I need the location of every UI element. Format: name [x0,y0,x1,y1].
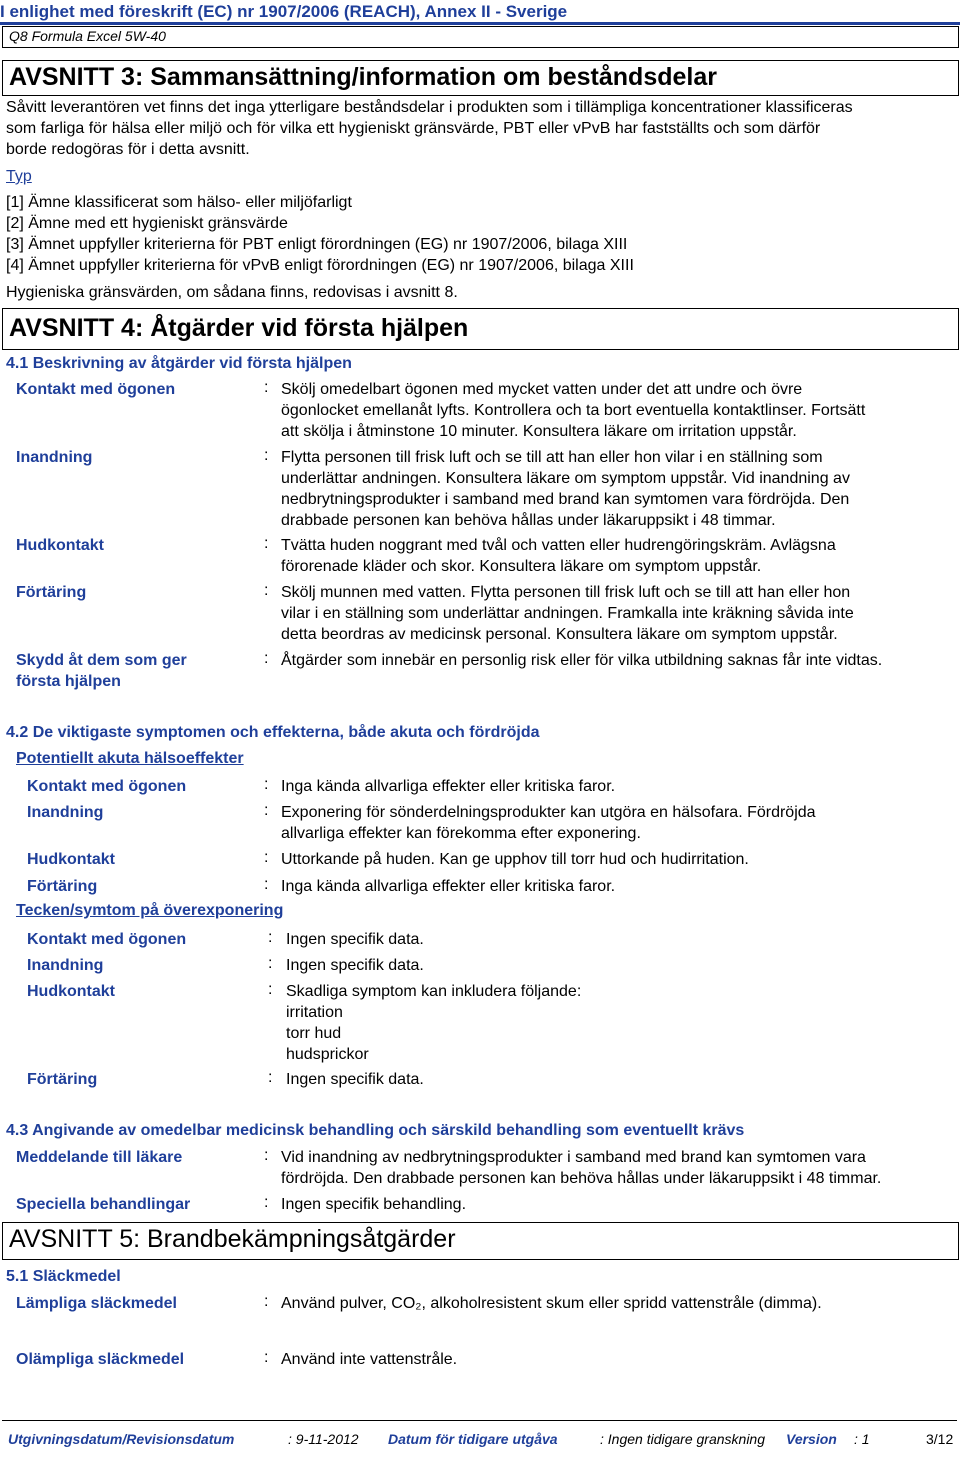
colon: : [264,849,269,866]
colon: : [268,955,273,972]
subsection-4-2: 4.2 De viktigaste symptomen och effekterna, både akuta och fördröjda [6,724,540,741]
s3-intro-line: Såvitt leverantören vet finns det inga ytterligare beståndsdelar i produkten som i tillämpliga koncentrationer klassificeras [6,99,853,116]
type-item: [1] Ämne klassificerat som hälso- eller miljöfarligt [6,194,352,211]
colon: : [264,802,269,819]
symptom-inhalation [286,955,960,976]
section-4-heading [2,308,959,350]
label-first-aider-protection [16,650,187,692]
label-skin-contact: Hudkontakt [16,537,104,554]
label-ingestion: Förtäring [27,1071,98,1088]
text-line: hudsprickor [286,1046,369,1063]
text-line: ögonlocket emellanåt lyfts. Kontrollera och ta bort eventuella kontaktlinser. Fortsätt [281,402,866,419]
s3-intro-line: borde redogöras för i detta avsnitt. [6,141,250,158]
type-item: [2] Ämne med ett hygieniskt gränsvärde [6,215,288,232]
label-inhalation: Inandning [27,804,104,821]
text-line: torr hud [286,1025,342,1042]
acute-eye-effects [281,776,960,797]
symptom-ingestion [286,1069,960,1090]
text-line: förorenade kläder och skor. Konsultera läkare om symptom uppstår. [281,558,762,575]
issue-date-label: Utgivningsdatum/Revisionsdatum [8,1431,235,1447]
acute-ingestion-effects [281,876,960,897]
colon: : [264,535,269,552]
subsection-4-1: 4.1 Beskrivning av åtgärder vid första hjälpen [6,355,352,372]
text-line: Exponering för sönderdelningsprodukter kan utgöra en hälsofara. Fördröjda [281,804,816,821]
section-5-heading [2,1222,959,1260]
text-line: Skadliga symptom kan inkludera följande: [286,983,582,1000]
text-line: detta beordras av medicinsk personal. Konsultera läkare om symptom uppstår. [281,626,838,643]
label-skin-contact: Hudkontakt [27,851,115,868]
text-line: att skölja i åtminstone 10 minuter. Konsultera läkare om irritation uppstår. [281,423,797,440]
text-line: Skölj omedelbart ögonen med mycket vatten under det att undre och övre [281,381,803,398]
text-line: Ingen specifik behandling. [281,1196,467,1213]
note-to-physician [281,1147,960,1189]
label-suitable-media: Lämpliga släckmedel [16,1295,177,1312]
typ-label: Typ [6,168,32,185]
label-eye-contact: Kontakt med ögonen [16,381,176,398]
regulation-title: I enlighet med föreskrift (EC) nr 1907/2006 (REACH), Annex II - Sverige [0,2,568,21]
specific-treatments [281,1194,960,1215]
text-line: Inga kända allvarliga effekter eller kritiska faror. [281,778,616,795]
label-eye-contact: Kontakt med ögonen [27,778,187,795]
previous-date-label: Datum för tidigare utgåva [388,1431,558,1447]
eye-contact-measures [281,379,960,442]
label-unsuitable-media: Olämpliga släckmedel [16,1351,185,1368]
colon: : [264,1147,269,1164]
colon: : [264,650,269,667]
page-number: 3/12 [926,1431,954,1447]
symptom-eye [286,929,960,950]
text-line: drabbade personen kan behöva hållas under läkaruppsikt i 48 timmar. [281,512,776,529]
colon: : [268,929,273,946]
colon: : [264,1293,269,1310]
section-3-title: AVSNITT 3: Sammansättning/information om beståndsdelar [9,63,717,91]
text-line: irritation [286,1004,343,1021]
label-inhalation: Inandning [27,957,104,974]
colon: : [264,447,269,464]
section-5-title: AVSNITT 5: Brandbekämpningsåtgärder [9,1225,456,1253]
section-3-heading [2,60,959,96]
s3-intro-line: som farliga för hälsa eller miljö och för vilka ett hygieniskt gränsvärde, PBT eller vPvB har fastställts och som därför [6,120,821,137]
issue-date-value: : 9-11-2012 [288,1431,359,1447]
text-line: Skölj munnen med vatten. Flytta personen till frisk luft och se till att han eller hon [281,584,851,601]
text-line: underlättar andningen. Konsultera läkare om symptom uppstår. Vid inandning av [281,470,850,487]
label-note-to-physician: Meddelande till läkare [16,1149,183,1166]
text-line: nedbrytningsprodukter i samband med brand kan symtomen vara fördröjda. Den [281,491,850,508]
previous-date-value: : Ingen tidigare granskning [600,1431,765,1447]
first-aider-protection-text [281,650,960,671]
product-name-box [2,26,959,48]
label-ingestion: Förtäring [16,584,87,601]
version-label: Version [786,1431,837,1447]
colon: : [264,582,269,599]
text-line: Använd inte vattenstråle. [281,1351,458,1368]
text-line: vilar i en ställning som underlättar andningen. Framkalla inte kräkning såvida inte [281,605,854,622]
label-eye-contact: Kontakt med ögonen [27,931,187,948]
colon: : [268,981,273,998]
unsuitable-media [281,1349,960,1370]
type-item: [3] Ämnet uppfyller kriterierna för PBT enligt förordningen (EG) nr 1907/2006, bilaga XIII [6,236,628,253]
colon: : [264,1194,269,1211]
colon: : [264,776,269,793]
subsection-5-1: 5.1 Släckmedel [6,1268,121,1285]
product-name: Q8 Formula Excel 5W-40 [9,28,166,44]
colon: : [264,1349,269,1366]
text-line: Använd pulver, CO₂, alkoholresistent skum eller spridd vattenstråle (dimma). [281,1295,822,1312]
colon: : [264,876,269,893]
exposure-note: Hygieniska gränsvärden, om sådana finns, redovisas i avsnitt 8. [6,284,458,301]
symptom-skin [286,981,960,1065]
suitable-media [281,1293,960,1314]
text-line: fördröjda. Den drabbade personen kan behöva hållas under läkaruppsikt i 48 timmar. [281,1170,882,1187]
inhalation-measures [281,447,960,531]
colon: : [264,379,269,396]
section-4-title: AVSNITT 4: Åtgärder vid första hjälpen [9,314,469,342]
version-value: : 1 [854,1431,870,1447]
text-line: Ingen specifik data. [286,957,424,974]
text-line: Uttorkande på huden. Kan ge upphov till torr hud och hudirritation. [281,851,749,868]
header-divider [0,22,960,25]
label-inhalation: Inandning [16,449,93,466]
text-line: Flytta personen till frisk luft och se till att han eller hon vilar i en ställning som [281,449,823,466]
label-line: Skydd åt dem som ger [16,652,187,669]
acute-inhalation-effects [281,802,960,844]
colon: : [268,1069,273,1086]
label-line: första hjälpen [16,673,121,690]
type-item: [4] Ämnet uppfyller kriterierna för vPvB enligt förordningen (EG) nr 1907/2006, bilaga XIII [6,257,634,274]
text-line: Tvätta huden noggrant med tvål och vatten eller hudrengöringskräm. Avlägsna [281,537,836,554]
ingestion-measures [281,582,960,645]
subsection-4-3: 4.3 Angivande av omedelbar medicinsk behandling och särskild behandling som eventuellt krävs [6,1122,745,1139]
text-line: Inga kända allvarliga effekter eller kritiska faror. [281,878,616,895]
overexposure-header: Tecken/symtom på överexponering [16,902,284,919]
acute-effects-header: Potentiellt akuta hälsoeffekter [16,750,244,767]
skin-contact-measures [281,535,960,577]
document-header [0,0,960,26]
label-specific-treatments: Speciella behandlingar [16,1196,191,1213]
text-line: Åtgärder som innebär en personlig risk eller för vilka utbildning saknas får inte vidtas. [281,652,883,669]
label-ingestion: Förtäring [27,878,98,895]
acute-skin-effects [281,849,960,870]
text-line: Vid inandning av nedbrytningsprodukter i samband med brand kan symtomen vara [281,1149,866,1166]
label-skin-contact: Hudkontakt [27,983,115,1000]
page-footer [2,1420,957,1457]
text-line: allvarliga effekter kan förekomma efter exponering. [281,825,641,842]
text-line: Ingen specifik data. [286,1071,424,1088]
text-line: Ingen specifik data. [286,931,424,948]
